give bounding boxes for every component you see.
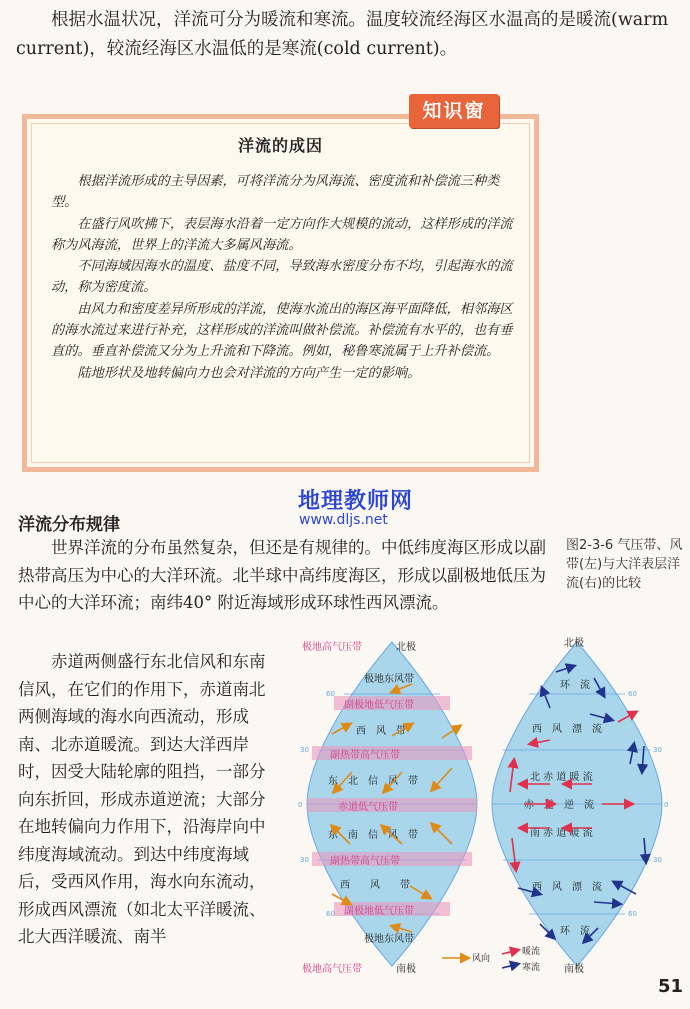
cold-legend-label: 寒流 (522, 963, 541, 973)
left-bottom-pressure-label: 极地高气压带 (302, 964, 362, 975)
left-band-label: 极地东风带 (364, 674, 414, 685)
watermark-url[interactable]: www.dljs.net (299, 512, 388, 528)
pressure-wind-current-figure (292, 632, 684, 982)
lat-label: 0 (664, 801, 669, 809)
section-heading: 洋流分布规律 (18, 515, 120, 535)
body-paragraph: 世界洋流的分布虽然复杂，但还是有规律的。中低纬度海区形成以副热带高压为中心的大洋环流。北半球中高纬度海区，形成以副极地低压为中心的大洋环流；南纬40° 附近海域形成环球性西风漂流。 (18, 538, 546, 612)
left-band-label: 副热带高气压带 (330, 856, 400, 867)
page-number: 51 (658, 976, 684, 997)
left-band-label: 西 风 带 (340, 880, 410, 891)
lat-label: 60 (628, 690, 637, 698)
knowledge-paragraph: 陆地形状及地转偏向力也会对洋流的方向产生一定的影响。 (77, 365, 421, 381)
left-band-label: 副极地低气压带 (344, 700, 414, 711)
lat-label: 30 (300, 856, 309, 864)
knowledge-box-body (51, 171, 521, 384)
figure-legend (442, 945, 540, 973)
left-band-label: 东 北 信 风 带 (328, 776, 418, 787)
lat-label: 30 (653, 746, 662, 754)
lat-label: 0 (298, 801, 303, 809)
right-band-label: 西 风 漂 流 (532, 724, 602, 735)
left-north-pole-label: 北极 (396, 642, 416, 653)
knowledge-paragraph: 由风力和密度差异所形成的洋流，使海水流出的海区海平面降低，相邻海区的海水流过来进行补充，这样形成的洋流叫做补偿流。补偿流有水平的，也有垂直的。垂直补偿流又分为上升流和下降流。例如，秘鲁寒流属于上升补偿流。 (51, 301, 513, 360)
left-band-label: 东 南 信 风 带 (328, 830, 418, 841)
right-band-label: 环 流 (560, 926, 590, 937)
left-band-label: 西 风 带 (356, 726, 406, 737)
lat-label: 60 (628, 910, 637, 918)
left-band-label: 极地东风带 (364, 934, 414, 945)
lat-label: 60 (326, 910, 335, 918)
right-band-label: 西 风 漂 流 (532, 882, 602, 893)
intro-paragraph: 根据水温状况，洋流可分为暖流和寒流。温度较流经海区水温高的是暖流(warm current)，较流经海区水温低的是寒流(cold current)。 (16, 10, 669, 59)
knowledge-window-badge: 知识窗 (409, 94, 499, 128)
left-top-pressure-label: 极地高气压带 (302, 642, 362, 653)
watermark-site-name: 地理教师网 (298, 489, 414, 514)
body-paragraph: 赤道两侧盛行东北信风和东南信风，在它们的作用下，赤道南北两侧海域的海水向西流动，形成南、北赤道暖流。到达大洋西岸时，因受大陆轮廓的阻挡，一部分向东折回，形成赤道逆流；大部分在地转偏向力作用下，沿海岸向中纬度海域流动。到达中纬度海域后，受西风作用，海水向东流动，形成西风漂流（如北太平洋暖流、北大西洋暖流、南半 (18, 652, 266, 946)
left-south-pole-label: 南极 (396, 964, 416, 975)
left-band-label: 副极地低气压带 (344, 906, 414, 917)
right-band-label: 北 赤 道 暖 流 (530, 772, 593, 783)
knowledge-paragraph: 根据洋流形成的主导因素，可将洋流分为风海流、密度流和补偿流三种类型。 (51, 174, 500, 211)
figure-caption: 图2-3-6 气压带、风带(左)与大洋表层洋流(右)的比较 (566, 538, 683, 591)
knowledge-box-title: 洋流的成因 (237, 136, 323, 155)
knowledge-paragraph: 不同海域因海水的温度、盐度不同，导致海水密度分布不均，引起海水的流动，称为密度流。 (51, 259, 513, 296)
lat-label: 60 (326, 690, 335, 698)
right-band-label: 环 流 (560, 680, 590, 691)
warm-legend-arrow (502, 950, 518, 954)
right-band-label: 南 赤 道 暖 流 (530, 828, 593, 839)
warm-legend-label: 暖流 (522, 947, 541, 957)
right-north-pole-label: 北极 (564, 638, 584, 649)
wind-legend-label: 风向 (472, 954, 491, 964)
right-band-label: 赤 道 逆 流 (524, 800, 594, 811)
lat-label: 30 (300, 746, 309, 754)
left-band-label: 赤道低气压带 (338, 802, 398, 813)
knowledge-paragraph: 在盛行风吹拂下，表层海水沿着一定方向作大规模的流动，这样形成的洋流称为风海流，世界上的洋流大多属风海流。 (51, 216, 513, 253)
lat-label: 30 (653, 856, 662, 864)
right-south-pole-label: 南极 (564, 964, 584, 975)
cold-legend-arrow (502, 964, 518, 968)
left-band-label: 副热带高气压带 (330, 750, 400, 761)
knowledge-box (22, 114, 539, 472)
